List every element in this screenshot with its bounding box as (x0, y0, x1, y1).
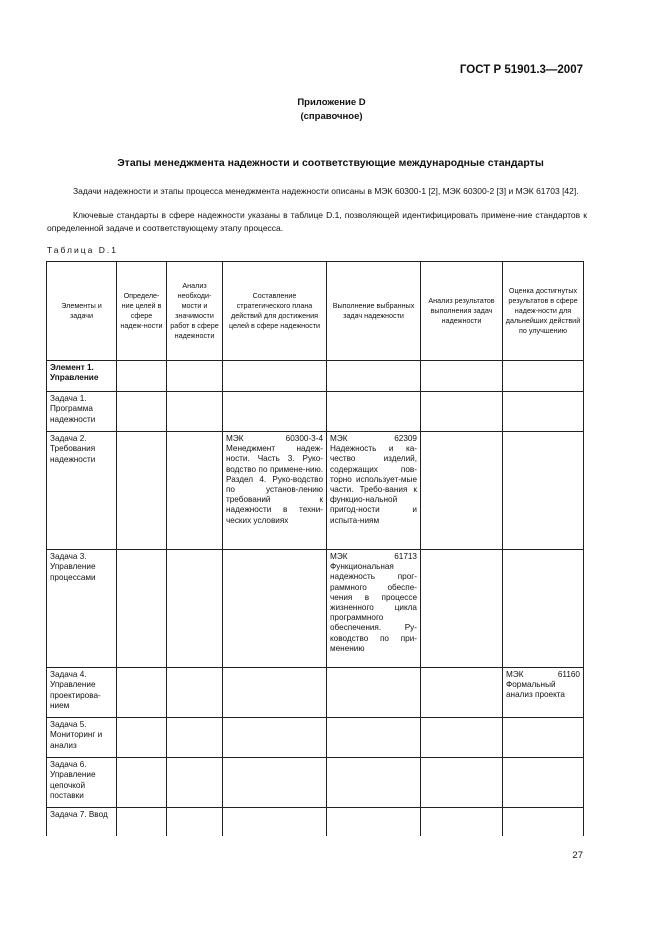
table-cell (223, 718, 327, 758)
table-row (47, 758, 584, 808)
table-cell: МЭК 60300-3-4 Менеджмент надеж-ности. Часть 3. Руко-водство по примене-нию. Раздел 4. Руко-водство по установ-лению требований к надежности в техни-ческих условиях (223, 432, 327, 550)
table-cell (503, 361, 584, 392)
table-cell (421, 718, 503, 758)
table-cell (167, 432, 223, 550)
row-label: Задача 1. Программа надежности (47, 392, 117, 432)
table-row (47, 668, 584, 718)
table-cell (421, 432, 503, 550)
paragraph-key-standards-text: Ключевые стандарты в сфере надежности указаны в таблице D.1, позволяющей идентифицировать примене-ние стандартов к определенной задаче и соответствующему этапу процесса. (47, 210, 587, 233)
row-label: Задача 3. Управление процессами (47, 550, 117, 668)
table-cell (421, 392, 503, 432)
column-header: Выполнение выбранных задач надежности (327, 262, 421, 361)
table-cell (421, 550, 503, 668)
column-header: Оценка достигнутых результатов в сфере надеж-ности для дальнейших действий по улучшению (503, 262, 584, 361)
row-label: Задача 4. Управление проектирова-нием (47, 668, 117, 718)
table-cell (421, 758, 503, 808)
row-label: Задача 5. Мониторинг и анализ (47, 718, 117, 758)
standards-table (46, 261, 584, 836)
table-cell (503, 808, 584, 836)
table-cell (167, 808, 223, 836)
table-cell (167, 361, 223, 392)
table-cell (503, 432, 584, 550)
section-title: Этапы менеджмента надежности и соответствующие международные стандарты (117, 157, 544, 169)
table-cell (223, 361, 327, 392)
table-cell: МЭК 61713 Функциональная надежность прог-раммного обеспе-чения в процессе жизненного цикла программного обеспечения. Ру-ководство по при-менению (327, 550, 421, 668)
table-cell (167, 392, 223, 432)
table-cell (503, 718, 584, 758)
table-cell: МЭК 61160 Формальный анализ проекта (503, 668, 584, 718)
row-label: Элемент 1. Управление (47, 361, 117, 392)
table-cell (167, 758, 223, 808)
table-cell (117, 668, 167, 718)
table-cell (421, 668, 503, 718)
column-header: Анализ необходи-мости и значимости работ в сфере надежности (167, 262, 223, 361)
table-row (47, 808, 584, 836)
table-cell (503, 758, 584, 808)
annex-title: Приложение D (297, 97, 366, 108)
table-row (47, 718, 584, 758)
table-cell (223, 758, 327, 808)
paragraph-intro-text: Задачи надежности и этапы процесса менеджмента надежности описаны в МЭК 60300-1 [2], МЭК 60300-2 [3] и МЭК 61703 [42]. (73, 186, 579, 196)
table-cell (117, 392, 167, 432)
column-header: Элементы и задачи (47, 262, 117, 361)
table-cell (117, 432, 167, 550)
table-cell (421, 808, 503, 836)
table-row (47, 392, 584, 432)
table-row (47, 361, 584, 392)
table-cell (327, 361, 421, 392)
paragraph-intro (47, 185, 587, 198)
annex-heading (0, 96, 661, 124)
table-cell (167, 550, 223, 668)
table-cell (327, 808, 421, 836)
row-label: Задача 2. Требования надежности (47, 432, 117, 550)
annex-subtitle: (справочное) (300, 111, 363, 122)
table-cell (223, 808, 327, 836)
table-cell: МЭК 62309 Надежность и ка-чество изделий, содержащих пов-торно использует-мые части. Требо-вания к функцио-нальной пригод-ности и испыта-ниям (327, 432, 421, 550)
table-cell (117, 361, 167, 392)
column-header: Составление стратегического плана действий для достижения целей в сфере надежности (223, 262, 327, 361)
table-cell (223, 392, 327, 432)
table-cell (167, 668, 223, 718)
paragraph-key-standards (47, 209, 587, 235)
table-header-row (47, 262, 584, 361)
table-row (47, 550, 584, 668)
table-cell (117, 550, 167, 668)
table-cell (421, 361, 503, 392)
table-cell (117, 718, 167, 758)
table-caption: Таблица D.1 (47, 245, 118, 255)
table-cell (117, 758, 167, 808)
table-row (47, 432, 584, 550)
document-id: ГОСТ Р 51901.3—2007 (459, 64, 583, 76)
column-header: Определе-ние целей в сфере надеж-ности (117, 262, 167, 361)
table-cell (223, 550, 327, 668)
table-cell (503, 550, 584, 668)
table-cell (327, 668, 421, 718)
table-cell (167, 718, 223, 758)
table-cell (327, 758, 421, 808)
page-number: 27 (572, 850, 583, 861)
row-label: Задача 6. Управление цепочкой поставки (47, 758, 117, 808)
table-cell (503, 392, 584, 432)
table-cell (223, 668, 327, 718)
row-label: Задача 7. Ввод (47, 808, 117, 836)
table-cell (327, 392, 421, 432)
column-header: Анализ результатов выполнения задач надежности (421, 262, 503, 361)
table-cell (117, 808, 167, 836)
table-cell (327, 718, 421, 758)
